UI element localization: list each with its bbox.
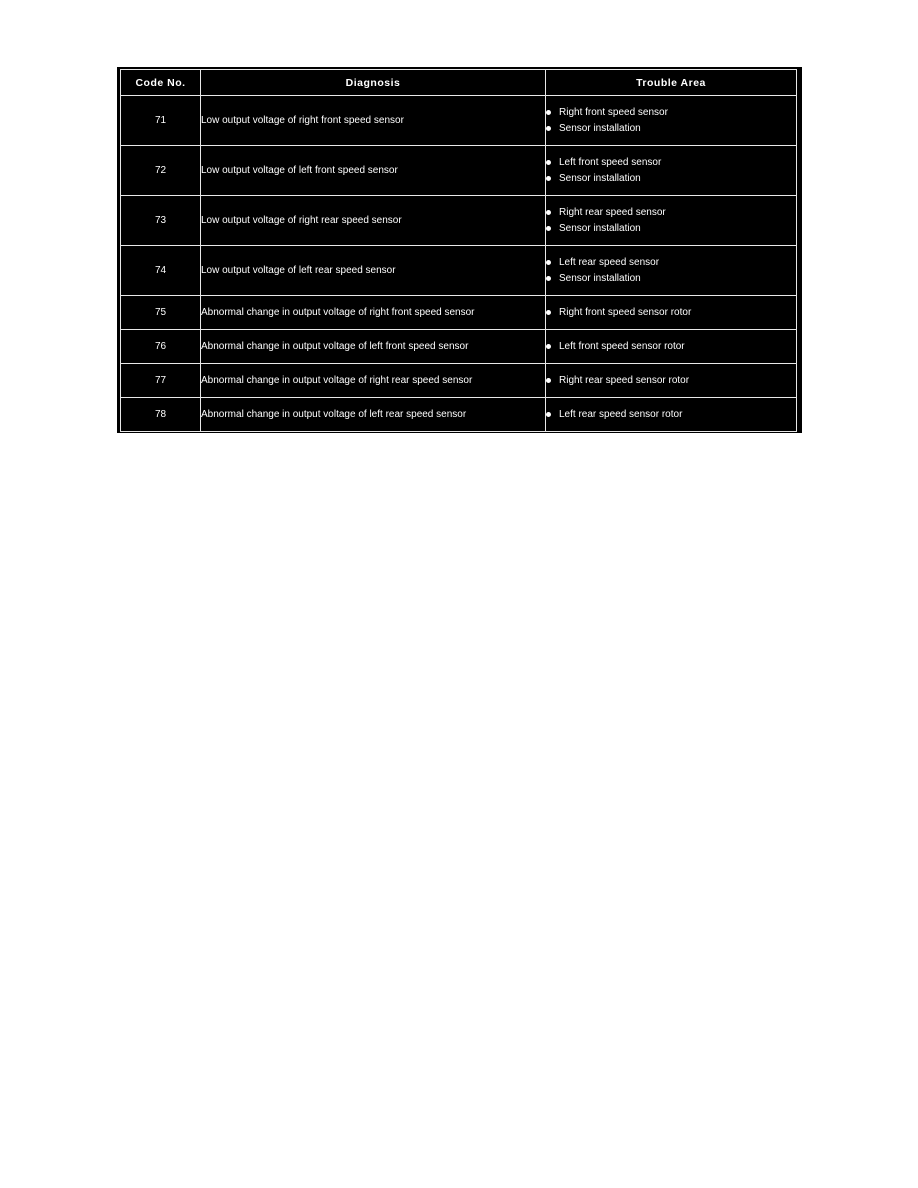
trouble-area-item xyxy=(546,105,796,121)
diagnosis-cell: Low output voltage of left front speed sensor xyxy=(201,146,546,196)
bullet-icon xyxy=(546,226,551,231)
diagnosis-cell: Low output voltage of right front speed sensor xyxy=(201,96,546,146)
diagnosis-cell: Abnormal change in output voltage of left rear speed sensor xyxy=(201,398,546,432)
trouble-area-item xyxy=(546,373,796,389)
trouble-area-text: Right rear speed sensor xyxy=(559,207,666,218)
trouble-area-cell xyxy=(546,246,797,296)
table-row xyxy=(121,196,797,246)
trouble-area-cell xyxy=(546,146,797,196)
code-number-cell: 78 xyxy=(121,398,201,432)
code-number-cell: 75 xyxy=(121,296,201,330)
code-number-cell: 77 xyxy=(121,364,201,398)
diagnosis-cell: Low output voltage of right rear speed sensor xyxy=(201,196,546,246)
bullet-icon xyxy=(546,176,551,181)
diagnosis-cell: Abnormal change in output voltage of right rear speed sensor xyxy=(201,364,546,398)
trouble-area-text: Left front speed sensor rotor xyxy=(559,341,685,352)
bullet-icon xyxy=(546,378,551,383)
trouble-area-text: Sensor installation xyxy=(559,173,641,184)
trouble-area-cell xyxy=(546,398,797,432)
code-number-cell: 73 xyxy=(121,196,201,246)
table-row xyxy=(121,330,797,364)
bullet-icon xyxy=(546,126,551,131)
table-row xyxy=(121,398,797,432)
trouble-area-item xyxy=(546,339,796,355)
trouble-area-item xyxy=(546,205,796,221)
header-diagnosis: Diagnosis xyxy=(201,70,546,96)
diagnosis-cell: Low output voltage of left rear speed sensor xyxy=(201,246,546,296)
table-body xyxy=(121,96,797,432)
trouble-area-text: Left rear speed sensor xyxy=(559,257,660,268)
bullet-icon xyxy=(546,276,551,281)
diagnostic-code-table xyxy=(120,69,797,432)
trouble-area-text: Sensor installation xyxy=(559,273,641,284)
table-row xyxy=(121,246,797,296)
trouble-area-cell xyxy=(546,364,797,398)
table-row xyxy=(121,96,797,146)
trouble-area-item xyxy=(546,407,796,423)
trouble-area-cell xyxy=(546,296,797,330)
diagnostic-code-table-frame xyxy=(117,67,802,433)
header-row xyxy=(121,70,797,96)
trouble-area-item xyxy=(546,171,796,187)
table-row xyxy=(121,296,797,330)
trouble-area-item xyxy=(546,221,796,237)
trouble-area-text: Sensor installation xyxy=(559,123,641,134)
bullet-icon xyxy=(546,412,551,417)
bullet-icon xyxy=(546,160,551,165)
trouble-area-cell xyxy=(546,196,797,246)
trouble-area-cell xyxy=(546,96,797,146)
trouble-area-item xyxy=(546,121,796,137)
bullet-icon xyxy=(546,260,551,265)
code-number-cell: 72 xyxy=(121,146,201,196)
trouble-area-text: Left front speed sensor xyxy=(559,157,662,168)
table-row xyxy=(121,364,797,398)
trouble-area-item xyxy=(546,255,796,271)
bullet-icon xyxy=(546,344,551,349)
diagnosis-cell: Abnormal change in output voltage of right front speed sensor xyxy=(201,296,546,330)
trouble-area-text: Right front speed sensor rotor xyxy=(559,307,692,318)
bullet-icon xyxy=(546,110,551,115)
trouble-area-item xyxy=(546,271,796,287)
table-header xyxy=(121,70,797,96)
trouble-area-text: Right front speed sensor xyxy=(559,107,668,118)
table-row xyxy=(121,146,797,196)
trouble-area-item xyxy=(546,155,796,171)
trouble-area-text: Left rear speed sensor rotor xyxy=(559,409,683,420)
trouble-area-text: Right rear speed sensor rotor xyxy=(559,375,690,386)
trouble-area-text: Sensor installation xyxy=(559,223,641,234)
trouble-area-cell xyxy=(546,330,797,364)
code-number-cell: 71 xyxy=(121,96,201,146)
bullet-icon xyxy=(546,210,551,215)
diagnosis-cell: Abnormal change in output voltage of left front speed sensor xyxy=(201,330,546,364)
code-number-cell: 74 xyxy=(121,246,201,296)
trouble-area-item xyxy=(546,305,796,321)
code-number-cell: 76 xyxy=(121,330,201,364)
bullet-icon xyxy=(546,310,551,315)
header-code-no: Code No. xyxy=(121,70,201,96)
header-trouble-area: Trouble Area xyxy=(546,70,797,96)
